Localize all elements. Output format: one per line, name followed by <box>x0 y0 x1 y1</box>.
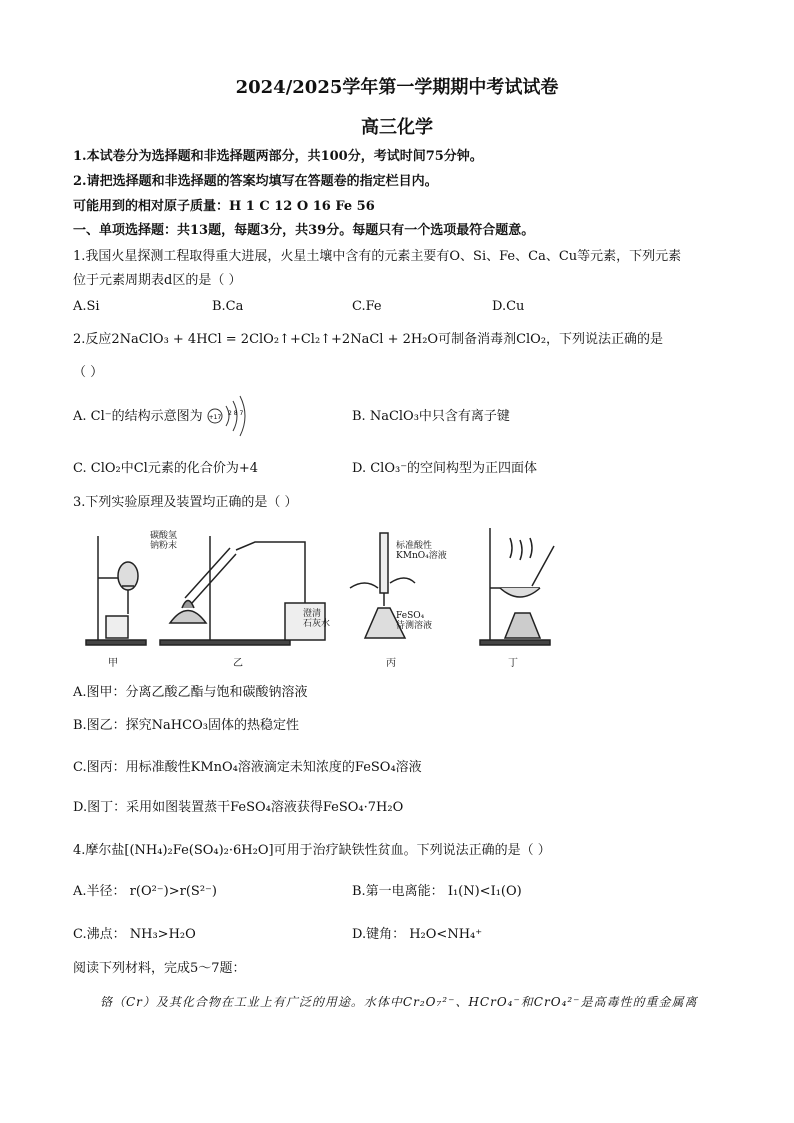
q2-suffix: 可制备消毒剂ClO₂，下列说法正确的是 <box>438 332 664 347</box>
reading-instruction: 阅读下列材料，完成5～7题： <box>73 961 246 976</box>
q4-option-b: B.第一电离能： I₁(N)<I₁(O) <box>352 884 522 899</box>
q1-option-c: C.Fe <box>352 299 382 314</box>
label-limewater: 澄清 石灰水 <box>303 609 331 629</box>
q4-option-c: C.沸点： NH₃>H₂O <box>73 927 196 942</box>
q2-equation: 2NaClO₃ + 4HCl = 2ClO₂↑+Cl₂↑+2NaCl + 2H₂O <box>111 332 439 347</box>
caption-yi: 乙 <box>233 658 243 669</box>
q2-option-c: C. ClO₂中Cl元素的化合价为+4 <box>73 461 258 476</box>
separatory-funnel-setup <box>86 536 146 645</box>
reading-material: 铬（Cr）及其化合物在工业上有广泛的用途。水体中Cr₂O₇²⁻、HCrO₄⁻和CrO₄²⁻是高毒性的重金属离 <box>100 995 698 1009</box>
q4-option-a: A.半径： r(O²⁻)>r(S²⁻) <box>73 884 217 899</box>
q2-option-d: D. ClO₃⁻的空间构型为正四面体 <box>352 461 538 476</box>
q2-paren: （ ） <box>73 365 104 380</box>
exam-subtitle: 高三化学 <box>361 117 433 138</box>
label-nahco3-powder: 碳酸氢 钠粉末 <box>150 531 178 551</box>
q1-option-d: D.Cu <box>492 299 525 314</box>
q3-option-b: B.图乙：探究NaHCO₃固体的热稳定性 <box>73 718 299 733</box>
evaporation-setup <box>480 528 554 645</box>
label-feso4-solution: FeSO₄ 待测溶液 <box>396 611 433 631</box>
shell-electrons: 2 8 7 <box>228 410 244 417</box>
q4-stem: 4.摩尔盐[(NH₄)₂Fe(SO₄)₂·6H₂O]可用于治疗缺铁性贫血。下列说法正确的是（ ） <box>73 843 551 858</box>
nucleus-label: +17 <box>208 414 222 421</box>
instruction-2: 2.请把选择题和非选择题的答案均填写在答题卷的指定栏目内。 <box>73 174 438 189</box>
q2-prefix: 2.反应 <box>73 332 112 347</box>
label-kmno4-acid: 标准酸性 KMnO₄溶液 <box>396 541 447 561</box>
q1-stem-line1: 1.我国火星探测工程取得重大进展，火星土壤中含有的元素主要有O、Si、Fe、Ca、Cu等元素，下列元素 <box>73 249 682 264</box>
caption-bing: 丙 <box>386 658 396 669</box>
q2-option-a: A. Cl⁻的结构示意图为 <box>73 409 203 424</box>
section-heading: 一、单项选择题：共13题，每题3分，共39分。每题只有一个选项最符合题意。 <box>73 223 535 238</box>
cl-ion-structure-diagram <box>206 393 256 439</box>
q2-option-b: B. NaClO₃中只含有离子键 <box>352 409 510 424</box>
q3-option-c: C.图丙：用标准酸性KMnO₄溶液滴定未知浓度的FeSO₄溶液 <box>73 760 422 775</box>
q1-option-b: B.Ca <box>212 299 244 314</box>
q3-stem: 3.下列实验原理及装置均正确的是（ ） <box>73 495 298 510</box>
q3-option-d: D.图丁：采用如图装置蒸干FeSO₄溶液获得FeSO₄·7H₂O <box>73 800 404 815</box>
exam-title: 2024/2025学年第一学期期中考试试卷 <box>235 77 559 98</box>
instruction-1: 1.本试卷分为选择题和非选择题两部分，共100分，考试时间75分钟。 <box>73 149 483 164</box>
q1-stem-line2: 位于元素周期表d区的是（ ） <box>73 273 242 288</box>
caption-jia: 甲 <box>108 658 118 669</box>
q2-stem <box>73 331 663 349</box>
atomic-masses: 可能用到的相对原子质量：H 1 C 12 O 16 Fe 56 <box>73 199 375 214</box>
nahco3-heating-setup <box>160 536 325 645</box>
q3-option-a: A.图甲：分离乙酸乙酯与饱和碳酸钠溶液 <box>73 685 308 700</box>
q4-option-d: D.键角： H₂O<NH₄⁺ <box>352 927 483 942</box>
caption-ding: 丁 <box>508 658 518 669</box>
q1-option-a: A.Si <box>73 299 100 314</box>
